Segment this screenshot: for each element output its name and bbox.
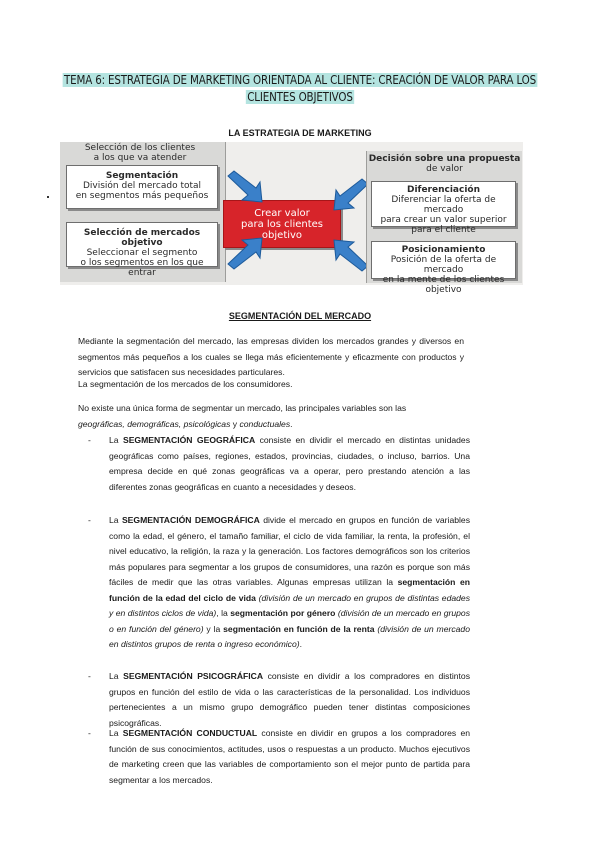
figure-heading: LA ESTRATEGIA DE MARKETING — [228, 128, 372, 138]
left-panel-header: Selección de los clientes a los que va atender — [84, 143, 196, 163]
target-selection-box: Selección de mercados objetivo Seleccionar el segmento o los segmentos en los que entrar — [66, 222, 218, 267]
title-line-1: TEMA 6: ESTRATEGIA DE MARKETING ORIENTADA AL CLIENTE: CREACIÓN DE VALOR PARA LOS — [64, 73, 536, 87]
list-item: - La SEGMENTACIÓN DEMOGRÁFICA divide el mercado en grupos en función de variables como la edad, el género, el tamaño familiar, el ciclo de vida familiar, la renta, la profesión, el nivel educativo, la religión, la raza y la generación. Los factores demográficos son los criterios más populares para segmentar a los grupos de consumidores, una razón es porque son más fáciles de medir que las otras variables. Algunas empresas utilizan la segmentación en función de la edad del ciclo de vida (división de un mercado en grupos de distintas edades y en distintos ciclos de vida), la segmentación por género (división de un mercado en grupos o en función del género) y la segmentación en función de la renta (división de un mercado en distintos grupos de renta o ingreso económico). — [88, 515, 470, 649]
arrow-icon — [330, 238, 370, 272]
differentiation-box: Diferenciación Diferenciar la oferta de mercado para crear un valor superior para el cliente — [371, 181, 516, 227]
arrow-icon — [330, 178, 370, 212]
differentiation-title: Diferenciación — [406, 185, 481, 195]
page-title — [42, 72, 558, 106]
positioning-title: Posicionamiento — [401, 245, 486, 255]
variables-paragraph: No existe una única forma de segmentar un mercado, las principales variables son las geográficas, demográficas, psicológicas y conductuales. — [78, 403, 407, 429]
stray-dot — [47, 196, 49, 198]
marketing-strategy-diagram — [60, 142, 523, 295]
segmentation-list — [88, 433, 470, 788]
list-item: - La SEGMENTACIÓN GEOGRÁFICA consiste en dividir el mercado en distintas unidades geográficas como países, regiones, estados, provincias, ciudades, o incluso, barrios. Una empresa decide en qué zonas geográficas va a operar, pero prestando atención a las diferentes zonas geográficas en cuanto a necesidades y deseos. — [88, 435, 470, 492]
arrow-icon — [226, 236, 266, 270]
create-value-box: Crear valor para los clientes objetivo — [223, 200, 341, 248]
positioning-box: Posicionamiento Posición de la oferta de mercado en la mente de los clientes objetivo — [371, 241, 516, 279]
list-item: - La SEGMENTACIÓN PSICOGRÁFICA consiste en dividir a los compradores en distintos grupos en función del estilo de vida o las características de la personalidad. Los individuos pertenecientes a un mismo grupo demográfico pueden tener distintas composiciones psicográficas. — [88, 671, 470, 728]
arrow-icon — [226, 170, 266, 204]
intro-paragraph-2: La segmentación de los mercados de los consumidores. — [78, 379, 293, 389]
target-selection-title: Selección de mercados objetivo — [83, 228, 201, 248]
section-heading: SEGMENTACIÓN DEL MERCADO — [228, 311, 372, 321]
left-panel — [60, 142, 226, 282]
intro-paragraph: Mediante la segmentación del mercado, las empresas dividen los mercados grandes y diversos en segmentos más pequeños a los cuales se llega más eficientemente y eficazmente con productos y servicios que satisfacen sus necesidades particulares. — [78, 336, 464, 377]
segmentation-title: Segmentación — [105, 171, 179, 181]
title-line-2: CLIENTES OBJETIVOS — [247, 90, 353, 104]
list-item: - La SEGMENTACIÓN CONDUCTUAL consiste en dividir en grupos a los compradores en función de sus conocimientos, actitudes, usos o respuestas a un producto. Muchos ejecutivos de marketing creen que las variables de comportamiento son el mejor punto de partida para segmentar a los mercados. — [88, 728, 470, 785]
segmentation-box: Segmentación División del mercado total en segmentos más pequeños — [66, 165, 218, 209]
right-panel — [366, 151, 522, 295]
right-panel-header: Decisión sobre una propuesta de valor — [368, 154, 521, 174]
